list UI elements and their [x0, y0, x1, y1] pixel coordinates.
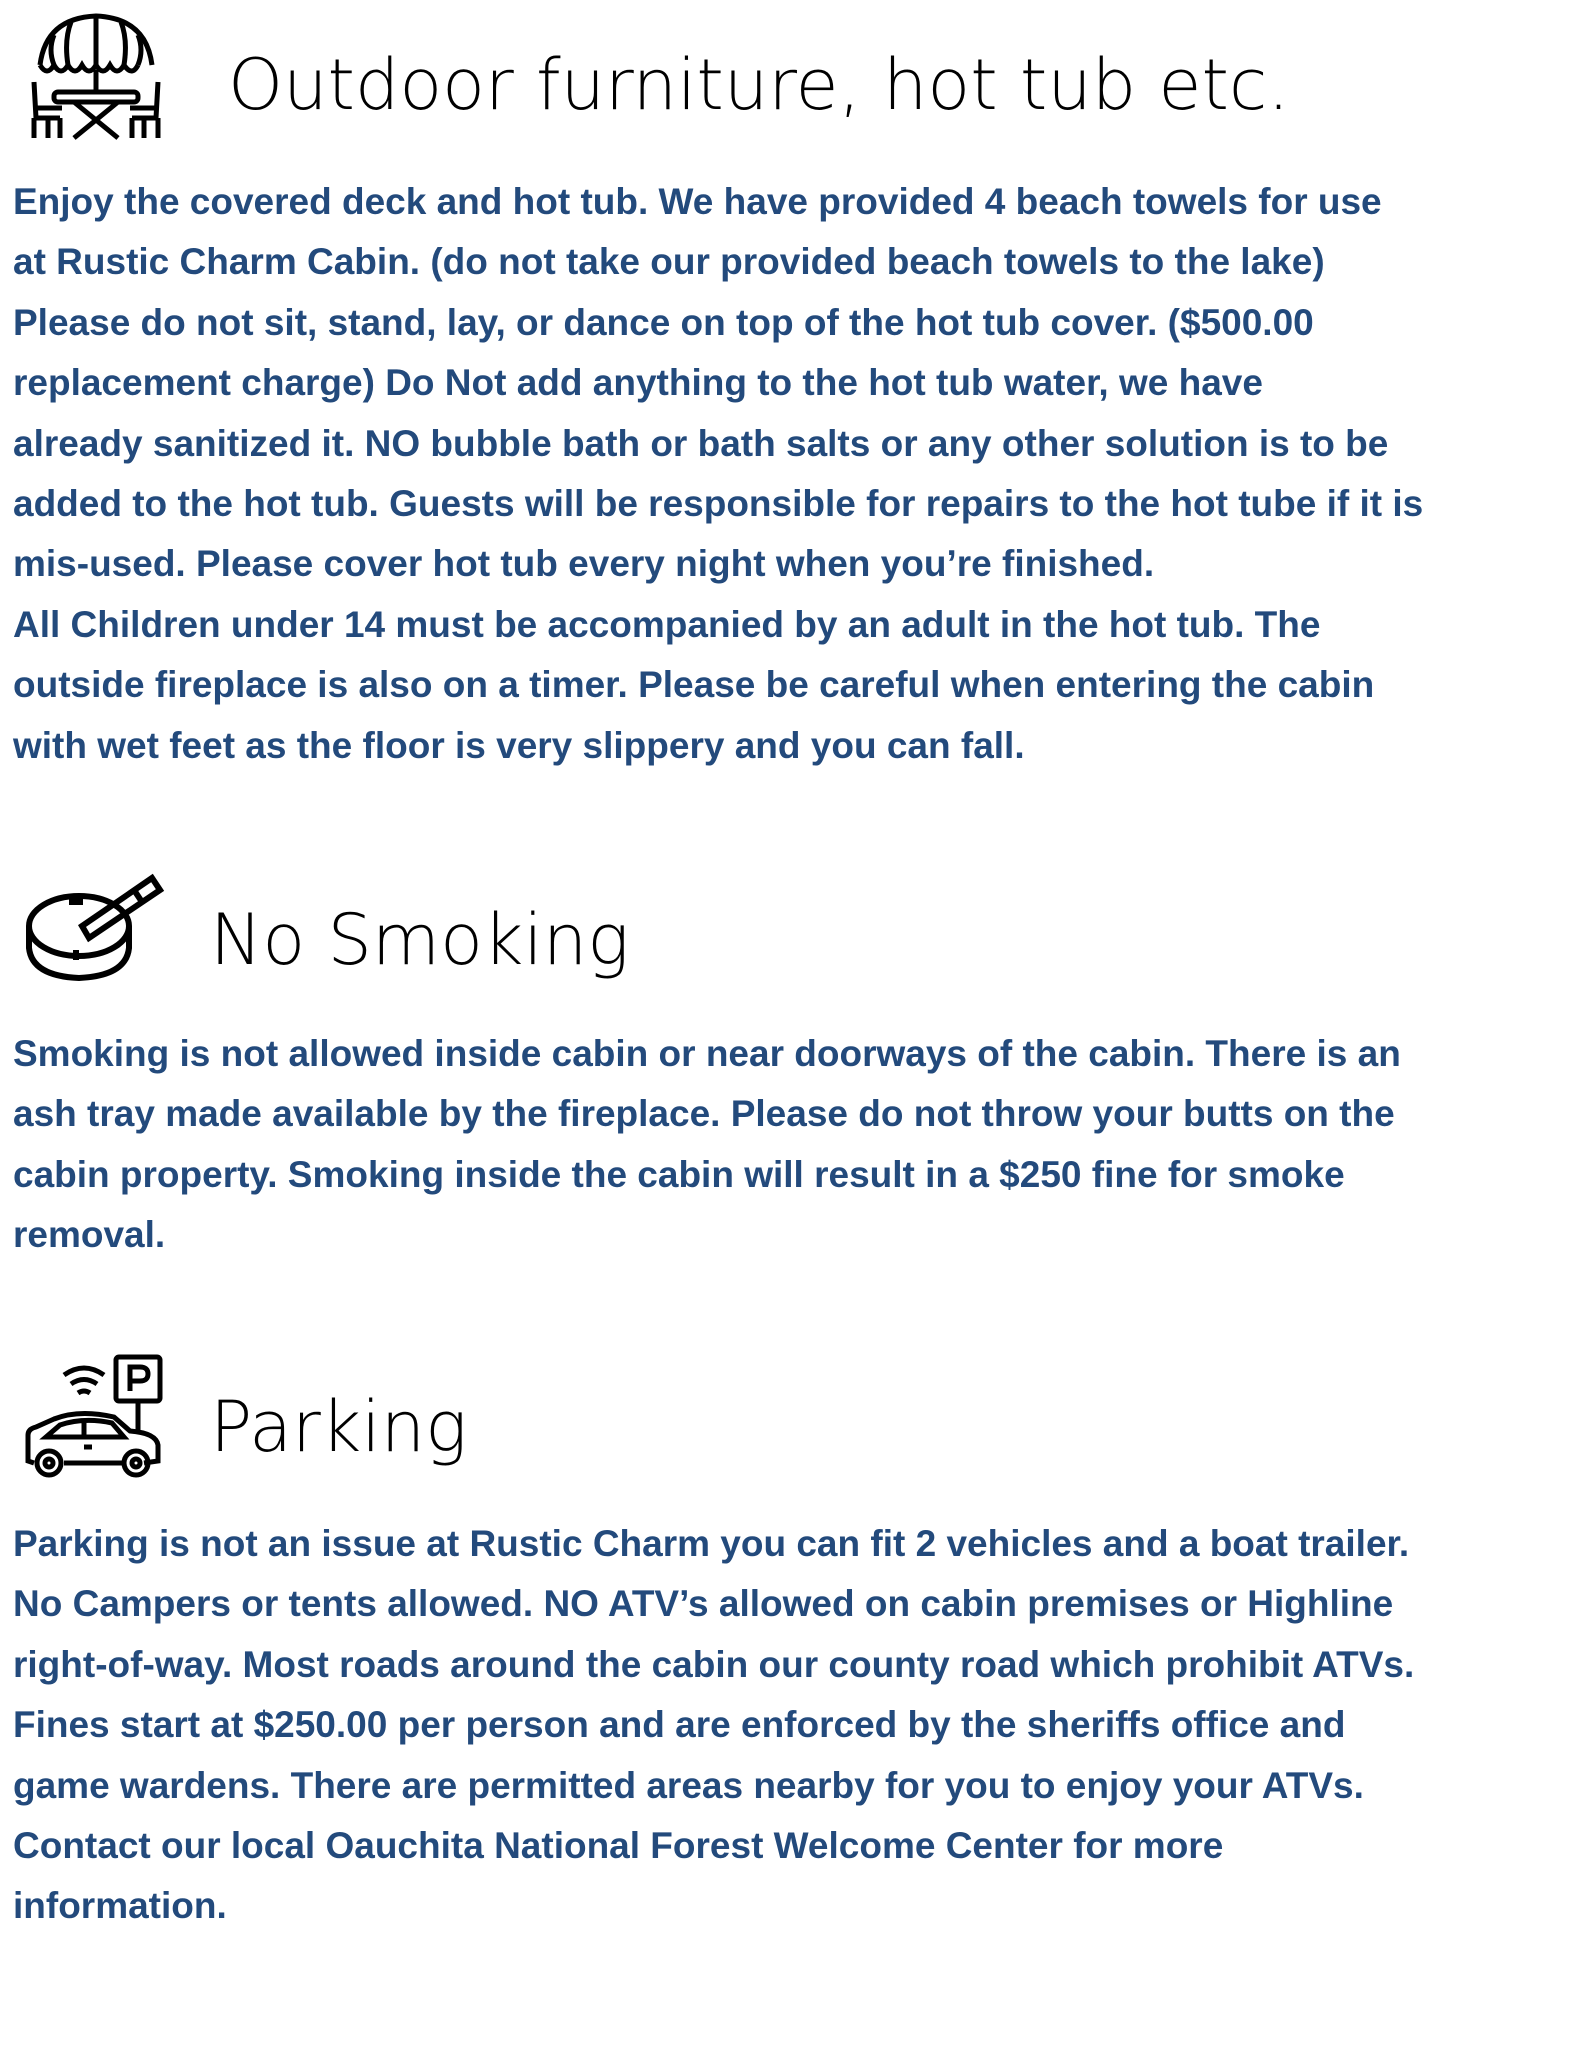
body-line: game wardens. There are permitted areas nearby for you to enjoy your ATVs. — [13, 1764, 1364, 1806]
body-line: ash tray made available by the fireplace. Please do not throw your butts on the — [13, 1093, 1395, 1135]
body-line: Enjoy the covered deck and hot tub. We have provided 4 beach towels for use — [13, 181, 1382, 222]
body-line: All Children under 14 must be accompanied by an adult in the hot tub. The — [13, 603, 1321, 645]
body-line: No Campers or tents allowed. NO ATV’s allowed on cabin premises or Highline — [13, 1583, 1394, 1625]
body-line: with wet feet as the floor is very slippery and you can fall. — [13, 724, 1025, 766]
body-line: added to the hot tub. Guests will be responsible for repairs to the hot tube if it is — [13, 483, 1424, 525]
body-line: Please do not sit, stand, lay, or dance on top of the hot tub cover. ($500.00 — [13, 301, 1314, 343]
ashtray-cigarette-icon — [24, 868, 166, 982]
car-parking-sign-icon — [24, 1353, 166, 1479]
body-line: Parking is not an issue at Rustic Charm you can fit 2 vehicles and a boat trailer. — [13, 1523, 1410, 1564]
section-body-outdoor — [13, 172, 1423, 776]
section-title-parking: Parking — [210, 1386, 468, 1468]
body-line: removal. — [13, 1214, 166, 1256]
patio-table-umbrella-icon — [26, 10, 166, 140]
body-line: Contact our local Oauchita National Forest Welcome Center for more — [13, 1825, 1224, 1867]
body-line: Smoking is not allowed inside cabin or near doorways of the cabin. There is an — [13, 1033, 1401, 1074]
section-body-no-smoking — [13, 1024, 1401, 1266]
body-line: right-of-way. Most roads around the cabin our county road which prohibit ATVs. — [13, 1643, 1415, 1685]
body-line: already sanitized it. NO bubble bath or bath salts or any other solution is to be — [13, 422, 1389, 464]
section-title-no-smoking: No Smoking — [210, 899, 630, 981]
section-body-parking — [13, 1514, 1414, 1937]
section-title-outdoor: Outdoor furniture, hot tub etc. — [228, 44, 1290, 126]
body-line: Fines start at $250.00 per person and are enforced by the sheriffs office and — [13, 1704, 1346, 1746]
body-line: replacement charge) Do Not add anything to the hot tub water, we have — [13, 362, 1263, 404]
body-line: outside fireplace is also on a timer. Please be careful when entering the cabin — [13, 664, 1375, 706]
body-line: information. — [13, 1885, 227, 1927]
body-line: mis-used. Please cover hot tub every night when you’re finished. — [13, 543, 1155, 585]
body-line: at Rustic Charm Cabin. (do not take our provided beach towels to the lake) — [13, 241, 1325, 283]
body-line: cabin property. Smoking inside the cabin will result in a $250 fine for smoke — [13, 1153, 1345, 1195]
